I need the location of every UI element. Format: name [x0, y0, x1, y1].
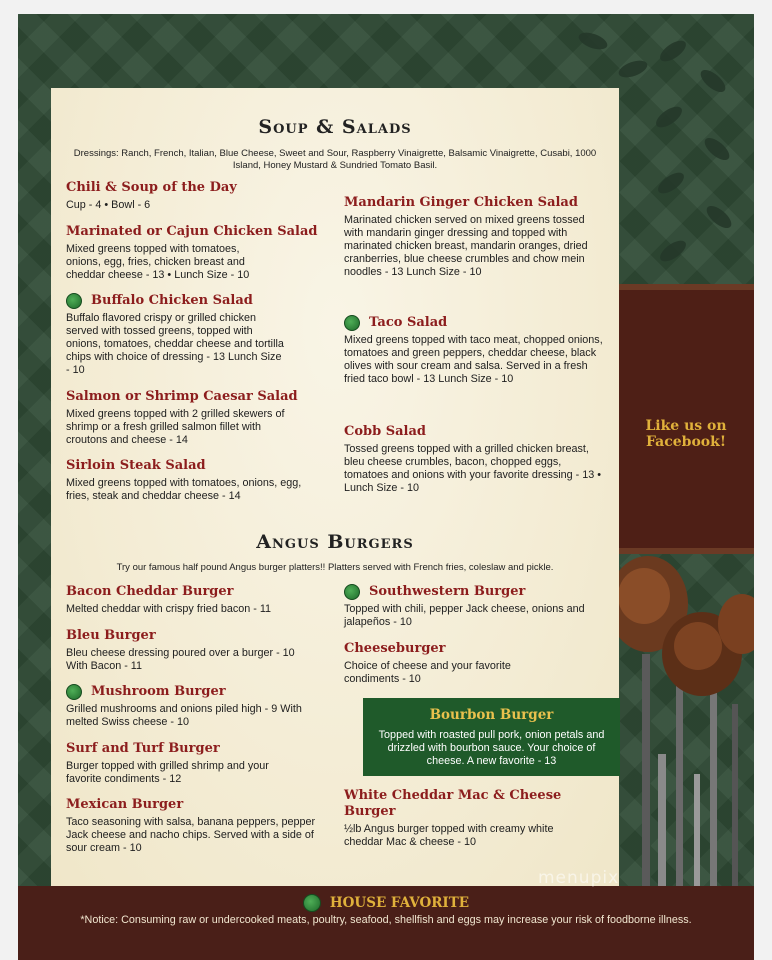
item-description: Tossed greens topped with a grilled chicken breast, bleu cheese crumbles, bacon, chopped eggs, tomatoes and onions with your favorite dressing - 13 • Lunch Size - 10	[344, 443, 602, 494]
item-name: Mushroom Burger	[66, 684, 328, 700]
item-description: Mixed greens topped with 2 grilled skewers of shrimp or a fresh grilled salmon fillet with croutons and cheese - 14	[66, 408, 285, 446]
menu-item	[344, 424, 606, 495]
burgers-intro: Try our famous half pound Angus burger platters!! Platters served with French fries, coleslaw and pickle.	[116, 562, 554, 573]
menu-item	[344, 641, 606, 686]
menu-item	[66, 741, 328, 786]
item-description: Buffalo flavored crispy or grilled chicken served with tossed greens, topped with onions, tomatoes, cheddar cheese and tortilla chips with choice of dressing - 13 Lunch Size - 10	[66, 312, 284, 376]
menu-item	[66, 584, 328, 616]
section-title-soups: Soup & Salads	[258, 116, 412, 138]
item-description: Mixed greens topped with tomatoes, onions, egg, fries, steak and cheddar cheese - 14	[66, 477, 302, 502]
featured-item-description: Topped with roasted pull pork, onion petals and drizzled with bourbon sauce. Your choice of cheese. A new favorite - 13	[378, 729, 605, 767]
item-name: Chili & Soup of the Day	[66, 180, 237, 195]
item-name: Bleu Burger	[66, 628, 156, 643]
item-description: Mixed greens topped with tomatoes, onions, egg, fries, chicken breast and cheddar cheese - 13 • Lunch Size - 10	[66, 243, 250, 281]
menu-item	[66, 180, 326, 212]
menu-page	[18, 14, 754, 960]
item-description: Bleu cheese dressing poured over a burger - 10 With Bacon - 11	[66, 647, 295, 672]
item-description: ½lb Angus burger topped with creamy white cheddar Mac & cheese - 10	[344, 823, 554, 848]
house-favorite-icon	[344, 315, 360, 331]
leaf-decoration	[653, 103, 686, 132]
house-favorite-icon	[303, 894, 321, 912]
item-name: Mandarin Ginger Chicken Salad	[344, 195, 578, 210]
footer	[18, 886, 754, 960]
leaf-decoration	[703, 202, 735, 232]
item-name: Buffalo Chicken Salad	[66, 293, 288, 309]
item-name: Southwestern Burger	[344, 584, 606, 600]
item-name: Salmon or Shrimp Caesar Salad	[66, 389, 298, 404]
leaf-decoration	[657, 237, 690, 266]
item-name: Surf and Turf Burger	[66, 741, 220, 756]
item-description: Taco seasoning with salsa, banana peppers, pepper Jack cheese and nacho chips. Served with a side of sour cream - 10	[66, 816, 316, 854]
menu-item	[344, 788, 584, 849]
item-description: Melted cheddar with crispy fried bacon - 11	[66, 603, 272, 615]
leaf-decoration	[697, 66, 729, 96]
item-name: Mexican Burger	[66, 797, 184, 812]
menu-item	[66, 628, 328, 673]
menu-item	[344, 195, 606, 279]
leaf-decoration	[617, 57, 650, 80]
item-description: Choice of cheese and your favorite condiments - 10	[344, 660, 511, 685]
item-name: Taco Salad	[344, 315, 606, 331]
item-name: Bacon Cheddar Burger	[66, 584, 234, 599]
item-description: Grilled mushrooms and onions piled high - 9 With melted Swiss cheese - 10	[66, 703, 302, 728]
house-favorite-icon	[344, 584, 360, 600]
item-name: White Cheddar Mac & Cheese Burger	[344, 788, 562, 819]
menu-item	[66, 293, 288, 377]
item-name: Sirloin Steak Salad	[66, 458, 206, 473]
house-favorite-icon	[66, 684, 82, 700]
health-notice: *Notice: Consuming raw or undercooked meats, poultry, seafood, shellfish and eggs may increase your risk of foodborne illness.	[80, 914, 692, 926]
leaf-decoration	[701, 134, 733, 164]
dressings-note: Dressings: Ranch, French, Italian, Blue Cheese, Sweet and Sour, Raspberry Vinaigrette, Balsamic Vinaigrette, Cusabi, 1000 Island, Honey Mustard & Sundried Tomato Basil.	[73, 148, 597, 171]
menu-item	[66, 224, 328, 282]
menu-item	[66, 684, 328, 729]
golf-clubs-image	[614, 534, 754, 894]
item-name: Cheeseburger	[344, 641, 446, 656]
item-description: Marinated chicken served on mixed greens tossed with mandarin ginger dressing and topped with marinated chicken breast, mandarin oranges, dried cranberries, blue cheese crumbles and chow mein noodles - 13 Lunch Size - 10	[344, 214, 588, 278]
item-name: Cobb Salad	[344, 424, 426, 439]
featured-item-box	[363, 698, 620, 776]
item-description: Cup - 4 • Bowl - 6	[66, 199, 151, 211]
menu-item	[344, 315, 606, 386]
leaf-decoration	[655, 169, 688, 198]
facebook-text: Like us on Facebook!	[645, 418, 727, 450]
menu-item	[344, 584, 606, 629]
leaf-decoration	[577, 29, 610, 52]
item-description: Burger topped with grilled shrimp and your favorite condiments - 12	[66, 760, 269, 785]
house-favorite-icon	[66, 293, 82, 309]
menu-item	[66, 389, 318, 447]
leaf-decoration	[657, 37, 690, 66]
item-description: Topped with chili, pepper Jack cheese, onions and jalapeños - 10	[344, 603, 585, 628]
featured-item-name: Bourbon Burger	[429, 707, 554, 723]
house-favorite-label: HOUSE FAVORITE	[329, 895, 470, 911]
menu-panel	[51, 88, 619, 886]
facebook-banner[interactable]	[618, 284, 754, 554]
section-title-burgers: Angus Burgers	[256, 531, 414, 553]
menu-item	[66, 797, 328, 855]
house-favorite-legend	[18, 894, 754, 912]
item-description: Mixed greens topped with taco meat, chopped onions, tomatoes and green peppers, cheddar cheese, black olives with sour cream and salsa. Served in a fresh fried taco bowl - 13 Lunch Size - 10	[344, 334, 603, 385]
item-name: Marinated or Cajun Chicken Salad	[66, 224, 318, 239]
menu-item	[66, 458, 318, 503]
watermark: menupix	[538, 868, 620, 888]
